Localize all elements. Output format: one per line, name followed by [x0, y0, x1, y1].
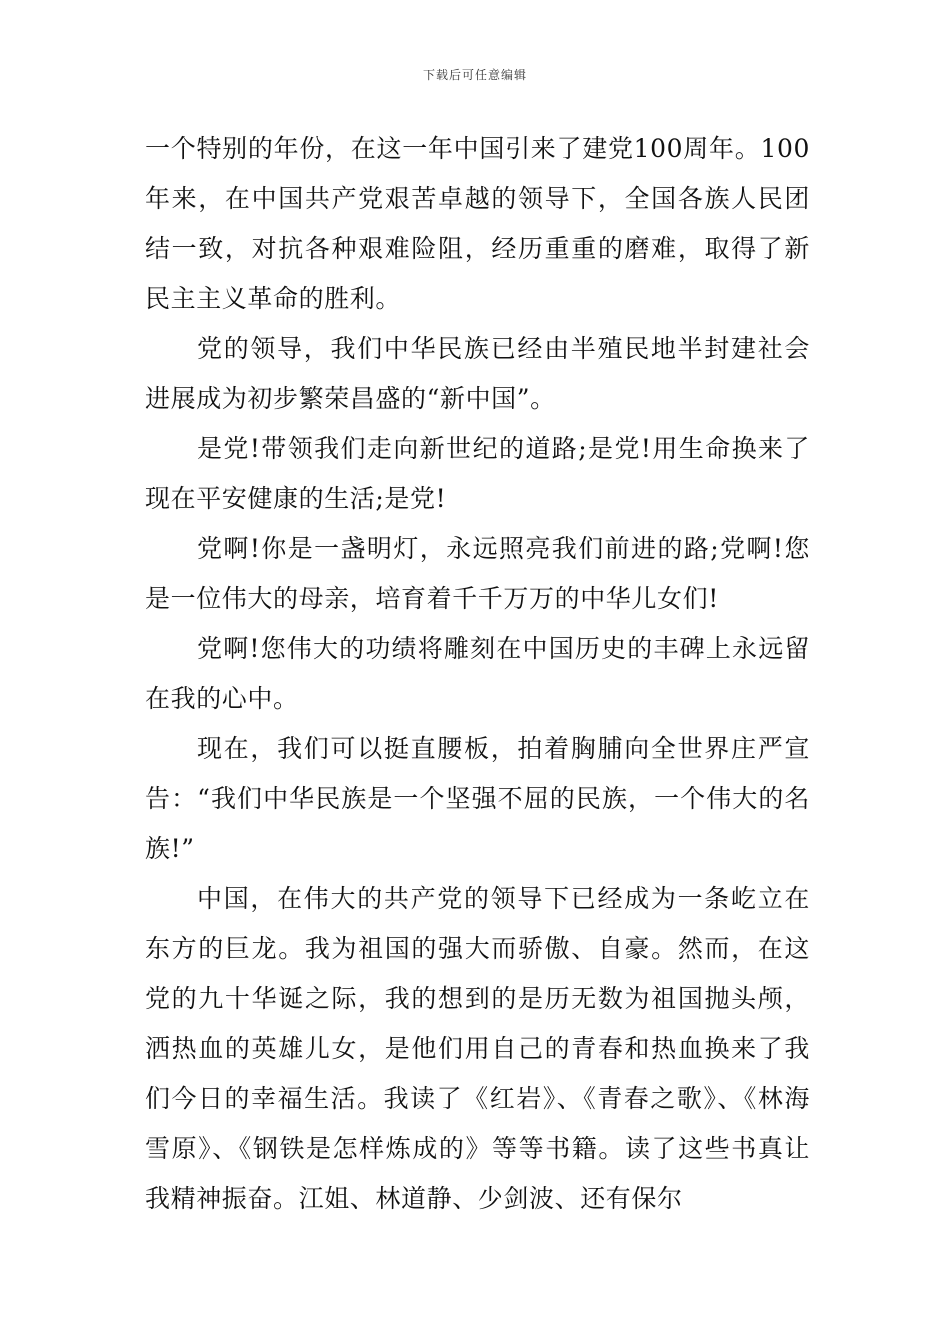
- document-body: [145, 124, 810, 1224]
- paragraph-4: 党啊!你是一盏明灯，永远照亮我们前进的路;党啊!您是一位伟大的母亲，培育着千千万万的中华儿女们!: [145, 534, 810, 613]
- paragraph-3: 是党!带领我们走向新世纪的道路;是党!用生命换来了现在平安健康的生活;是党!: [145, 434, 810, 513]
- paragraph-1: 一个特别的年份，在这一年中国引来了建党100周年。100年来，在中国共产党艰苦卓越的领导下，全国各族人民团结一致，对抗各种艰难险阻，经历重重的磨难，取得了新民主主义革命的胜利。: [145, 134, 810, 313]
- paragraph-2: 党的领导，我们中华民族已经由半殖民地半封建社会进展成为初步繁荣昌盛的“新中国”。: [145, 334, 810, 413]
- paragraph-5: 党啊!您伟大的功绩将雕刻在中国历史的丰碑上永远留在我的心中。: [145, 634, 810, 713]
- header-note: 下载后可任意编辑: [422, 68, 527, 82]
- paragraph-7: 中国，在伟大的共产党的领导下已经成为一条屹立在东方的巨龙。我为祖国的强大而骄傲、自豪。然而，在这党的九十华诞之际，我的想到的是历无数为祖国抛头颅，洒热血的英雄儿女，是他们用自己的青春和热血换来了我们今日的幸福生活。我读了《红岩》、《青春之歌》、《林海雪原》、《钢铁是怎样炼成的》等等书籍。读了这些书真让我精神振奋。江姐、林道静、少剑波、还有保尔: [145, 884, 810, 1213]
- paragraph-6: 现在，我们可以挺直腰板，拍着胸脯向全世界庄严宣告：“我们中华民族是一个坚强不屈的民族，一个伟大的名族!”: [145, 734, 810, 863]
